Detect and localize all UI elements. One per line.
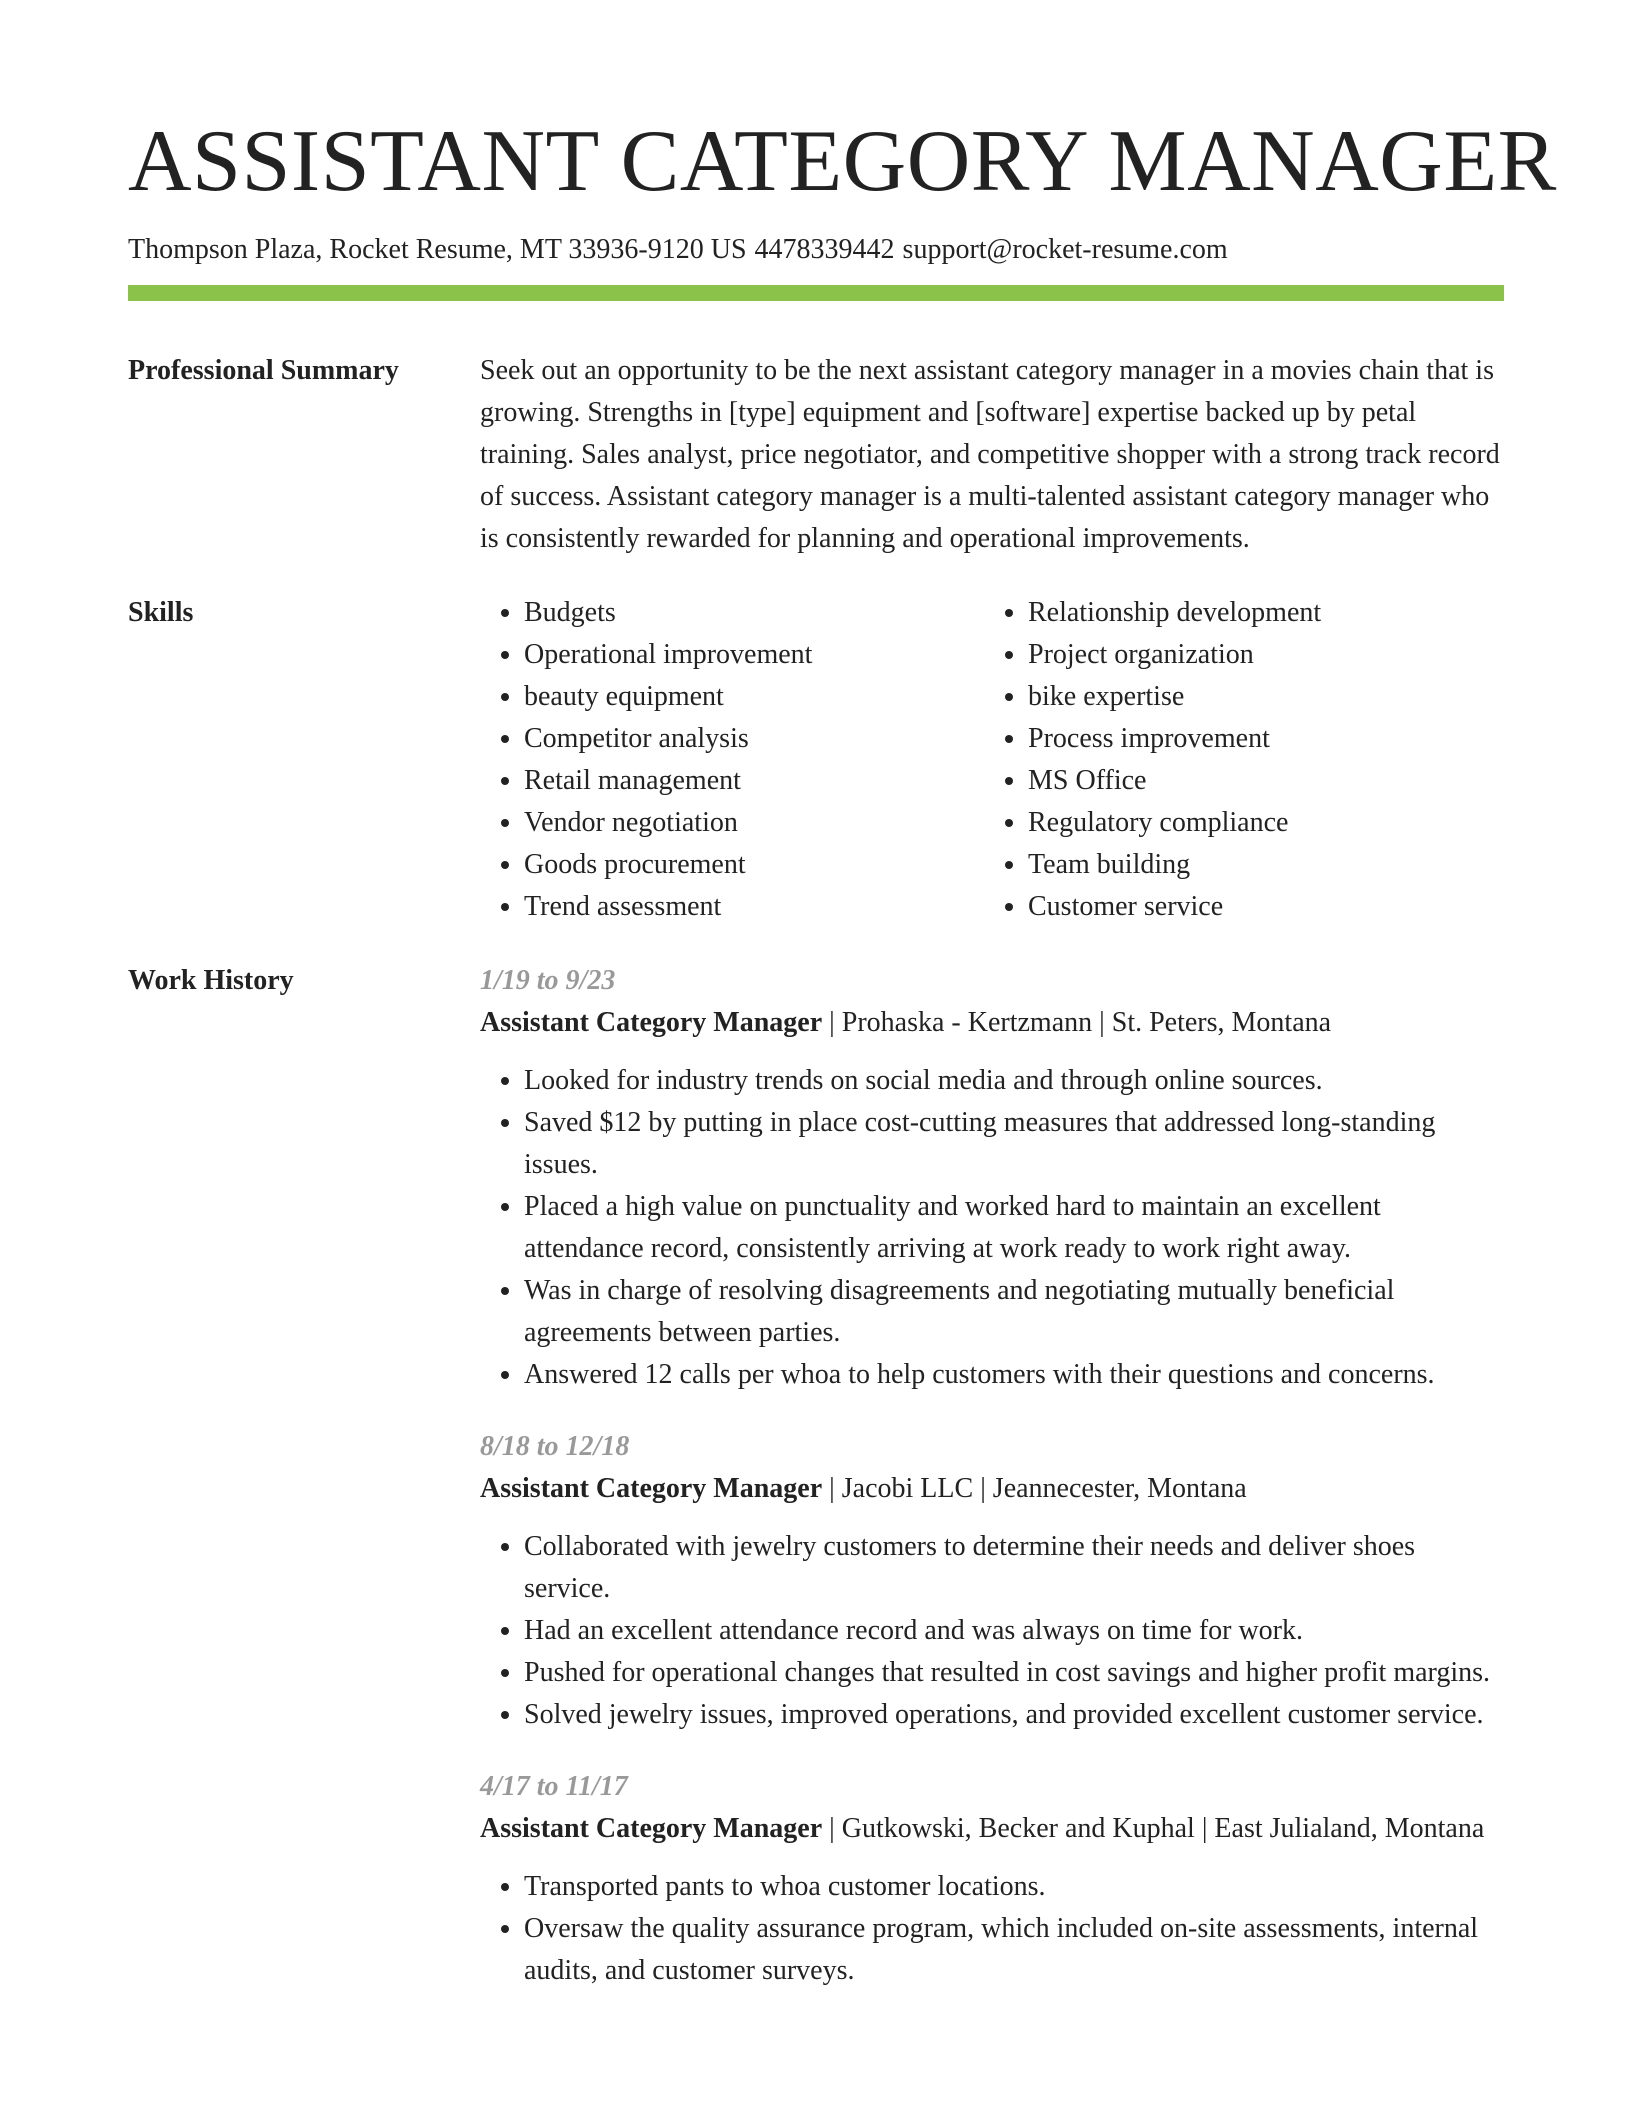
job-bullet: • Collaborated with jewelry customers to determine their needs and deliver shoes service. [524, 1526, 1504, 1610]
job-bullet: • Pushed for operational changes that resulted in cost savings and higher profit margins. [524, 1652, 1504, 1694]
job-bullet: • Was in charge of resolving disagreements and negotiating mutually beneficial agreements between parties. [524, 1270, 1504, 1354]
job-bullet: • Placed a high value on punctuality and worked hard to maintain an excellent attendance record, consistently arriving at work ready to work right away. [524, 1186, 1504, 1270]
skill-item: • Goods procurement [524, 844, 984, 886]
contact-line [128, 233, 1236, 267]
skill-item: • MS Office [1028, 760, 1488, 802]
job-entry [480, 1426, 1504, 1736]
summary-heading: Professional Summary [128, 355, 399, 386]
job-title: Assistant Category Manager [480, 1813, 823, 1844]
job-dates: 8/18 to 12/18 [480, 1431, 630, 1462]
job-bullet: • Had an excellent attendance record and was always on time for work. [524, 1610, 1504, 1652]
skill-item: • Customer service [1028, 886, 1488, 928]
job-title-line [480, 1002, 1504, 1044]
skill-item: • Process improvement [1028, 718, 1488, 760]
skills-body [480, 592, 1504, 928]
skill-item: • Vendor negotiation [524, 802, 984, 844]
job-title: Assistant Category Manager [480, 1473, 823, 1504]
job-entry [480, 960, 1504, 1396]
skills-columns [480, 592, 1504, 928]
skill-item: • beauty equipment [524, 676, 984, 718]
job-title-line [480, 1808, 1504, 1850]
skill-item: • Relationship development [1028, 592, 1488, 634]
job-bullet-list [480, 1866, 1504, 1992]
job-bullet-list [480, 1526, 1504, 1736]
job-bullet: • Saved $12 by putting in place cost-cutting measures that addressed long-standing issues. [524, 1102, 1504, 1186]
summary-body [480, 350, 1504, 560]
job-dates: 1/19 to 9/23 [480, 965, 616, 996]
skill-item: • Regulatory compliance [1028, 802, 1488, 844]
skill-item: • Competitor analysis [524, 718, 984, 760]
job-dates: 4/17 to 11/17 [480, 1771, 628, 1802]
skills-list-right [984, 592, 1488, 928]
job-bullet-list [480, 1060, 1504, 1396]
job-bullet: • Answered 12 calls per whoa to help customers with their questions and concerns. [524, 1354, 1504, 1396]
contact-address: Thompson Plaza, Rocket Resume, MT 33936-9120 US [128, 234, 747, 265]
skill-item: • Trend assessment [524, 886, 984, 928]
contact-phone: 4478339442 [754, 234, 895, 265]
job-bullet: • Looked for industry trends on social media and through online sources. [524, 1060, 1504, 1102]
job-details: | Gutkowski, Becker and Kuphal | East Julialand, Montana [822, 1813, 1485, 1844]
accent-divider [128, 285, 1504, 301]
work-history-body [480, 960, 1504, 2022]
job-title-line [480, 1468, 1504, 1510]
skill-item: • bike expertise [1028, 676, 1488, 718]
job-details: | Jacobi LLC | Jeannecester, Montana [822, 1473, 1247, 1504]
work-history-heading: Work History [128, 965, 294, 996]
job-bullet: • Oversaw the quality assurance program, which included on-site assessments, internal audits, and customer surveys. [524, 1908, 1504, 1992]
skill-item: • Budgets [524, 592, 984, 634]
resume-title: ASSISTANT CATEGORY MANAGER [128, 113, 1557, 210]
skill-item: • Operational improvement [524, 634, 984, 676]
job-details: | Prohaska - Kertzmann | St. Peters, Montana [822, 1007, 1332, 1038]
skill-item: • Project organization [1028, 634, 1488, 676]
skill-item: • Retail management [524, 760, 984, 802]
skill-item: • Team building [1028, 844, 1488, 886]
job-bullet: • Transported pants to whoa customer locations. [524, 1866, 1504, 1908]
job-bullet: • Solved jewelry issues, improved operations, and provided excellent customer service. [524, 1694, 1504, 1736]
contact-email: support@rocket-resume.com [902, 234, 1228, 265]
summary-text: Seek out an opportunity to be the next assistant category manager in a movies chain that is growing. Strengths in [type] equipment and [software] expertise backed up by petal training. Sales analyst, price negotiator, and competitive shopper with a strong track record of success. Assistant category manager is a multi-talented assistant category manager who is consistently rewarded for planning and operational improvements. [480, 355, 1500, 554]
skills-list-left [480, 592, 984, 928]
job-entry [480, 1766, 1504, 1992]
skills-heading: Skills [128, 597, 194, 628]
job-title: Assistant Category Manager [480, 1007, 823, 1038]
